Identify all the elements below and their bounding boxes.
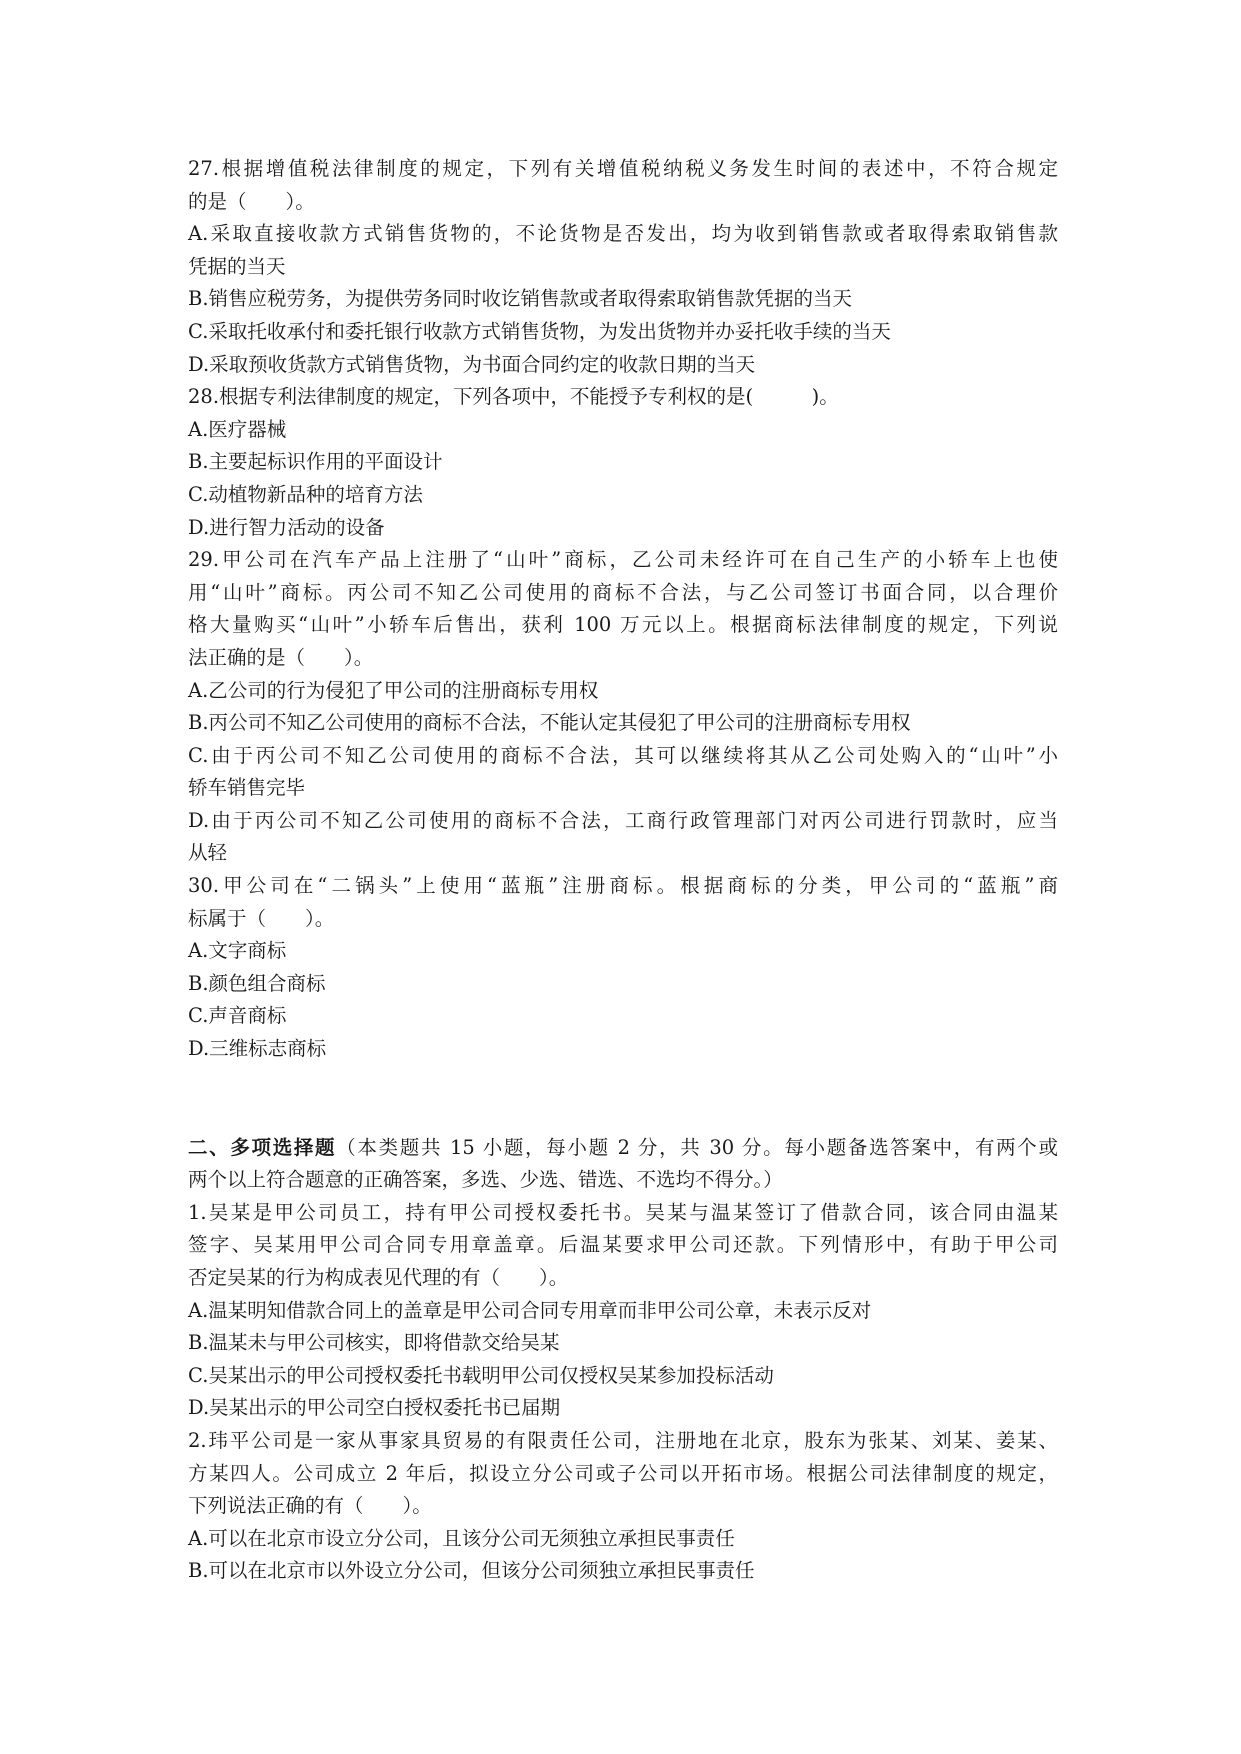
text-line: B.颜色组合商标 — [188, 971, 326, 995]
text-line: 30.甲公司在“二锅头”上使用“蓝瓶”注册商标。根据商标的分类，甲公司的“蓝瓶”商 — [188, 874, 1058, 898]
text-line: 的是（ ）。 — [188, 189, 315, 213]
text-line: 29.甲公司在汽车产品上注册了“山叶”商标，乙公司未经许可在自己生产的小轿车上也使 — [188, 548, 1058, 572]
text-line: 1.吴某是甲公司员工，持有甲公司授权委托书。吴某与温某签订了借款合同，该合同由温某 — [188, 1200, 1058, 1224]
text-line: 27.根据增值税法律制度的规定，下列有关增值税纳税义务发生时间的表述中，不符合规定 — [188, 157, 1058, 180]
text-line: 法正确的是（ ）。 — [188, 645, 374, 669]
document-body — [188, 153, 1058, 1588]
text-line: 2.玮平公司是一家从事家具贸易的有限责任公司，注册地在北京，股东为张某、刘某、姜某、 — [188, 1428, 1058, 1452]
text-line: A.文字商标 — [188, 939, 287, 963]
text-line: B.主要起标识作用的平面设计 — [188, 450, 443, 474]
text-line: C.采取托收承付和委托银行收款方式销售货物，为发出货物并办妥托收手续的当天 — [188, 319, 891, 343]
text-line: D.吴某出示的甲公司空白授权委托书已届期 — [188, 1396, 561, 1420]
text-line: C.动植物新品种的培育方法 — [188, 482, 423, 506]
text-line: A.温某明知借款合同上的盖章是甲公司合同专用章而非甲公司公章，未表示反对 — [188, 1298, 872, 1322]
text-line: A.医疗器械 — [188, 417, 287, 441]
text-line: 从轻 — [188, 841, 228, 865]
text-line: B.温某未与甲公司核实，即将借款交给吴某 — [188, 1331, 560, 1355]
section-gap — [188, 1066, 1058, 1132]
text-line: A.乙公司的行为侵犯了甲公司的注册商标专用权 — [188, 678, 599, 702]
section-heading-line — [188, 1132, 1058, 1165]
text-line: D.由于丙公司不知乙公司使用的商标不合法，工商行政管理部门对丙公司进行罚款时，应当 — [188, 808, 1058, 832]
text-line: A.可以在北京市设立分公司，且该分公司无须独立承担民事责任 — [188, 1526, 735, 1550]
text-line: 否定吴某的行为构成表见代理的有（ ）。 — [188, 1266, 569, 1289]
single-choice-questions-27-30 — [188, 153, 1058, 1066]
text-line: B.可以在北京市以外设立分公司，但该分公司须独立承担民事责任 — [188, 1559, 755, 1583]
text-line: A.采取直接收款方式销售货物的，不论货物是否发出，均为收到销售款或者取得索取销售款 — [188, 222, 1058, 246]
text-line: 格大量购买“山叶”小轿车后售出，获利 100 万元以上。根据商标法律制度的规定，下列说 — [188, 613, 1058, 637]
text-line: 下列说法正确的有（ ）。 — [188, 1494, 432, 1518]
text-line: D.进行智力活动的设备 — [188, 515, 385, 539]
section-intro-2: 两个以上符合题意的正确答案，多选、少选、错选、不选均不得分。） — [188, 1168, 783, 1192]
text-line: B.销售应税劳务，为提供劳务同时收讫销售款或者取得索取销售款凭据的当天 — [188, 287, 853, 311]
text-line: D.采取预收货款方式销售货物，为书面合同约定的收款日期的当天 — [188, 352, 756, 376]
text-line: C.声音商标 — [188, 1004, 287, 1028]
text-line: 方某四人。公司成立 2 年后，拟设立分公司或子公司以开拓市场。根据公司法律制度的规定， — [188, 1461, 1058, 1485]
text-line: 用“山叶”商标。丙公司不知乙公司使用的商标不合法，与乙公司签订书面合同，以合理价 — [188, 580, 1058, 604]
text-line: 标属于（ ）。 — [188, 906, 335, 930]
text-line: 凭据的当天 — [188, 254, 286, 278]
text-line: 28.根据专利法律制度的规定，下列各项中，不能授予专利权的是( )。 — [188, 385, 839, 409]
section-heading: 二、多项选择题 — [188, 1135, 337, 1159]
text-line: B.丙公司不知乙公司使用的商标不合法，不能认定其侵犯了甲公司的注册商标专用权 — [188, 711, 911, 735]
multiple-choice-questions-1-2 — [188, 1197, 1058, 1588]
text-line: C.吴某出示的甲公司授权委托书载明甲公司仅授权吴某参加投标活动 — [188, 1363, 774, 1387]
text-line: 签字、吴某用甲公司合同专用章盖章。后温某要求甲公司还款。下列情形中，有助于甲公司 — [188, 1233, 1058, 1257]
text-line: D.三维标志商标 — [188, 1037, 327, 1061]
section-intro-1: （本类题共 15 小题，每小题 2 分，共 30 分。每小题备选答案中，有两个或 — [336, 1135, 1058, 1159]
text-line: 轿车销售完毕 — [188, 776, 306, 800]
text-line: C.由于丙公司不知乙公司使用的商标不合法，其可以继续将其从乙公司处购入的“山叶”小 — [188, 743, 1058, 767]
